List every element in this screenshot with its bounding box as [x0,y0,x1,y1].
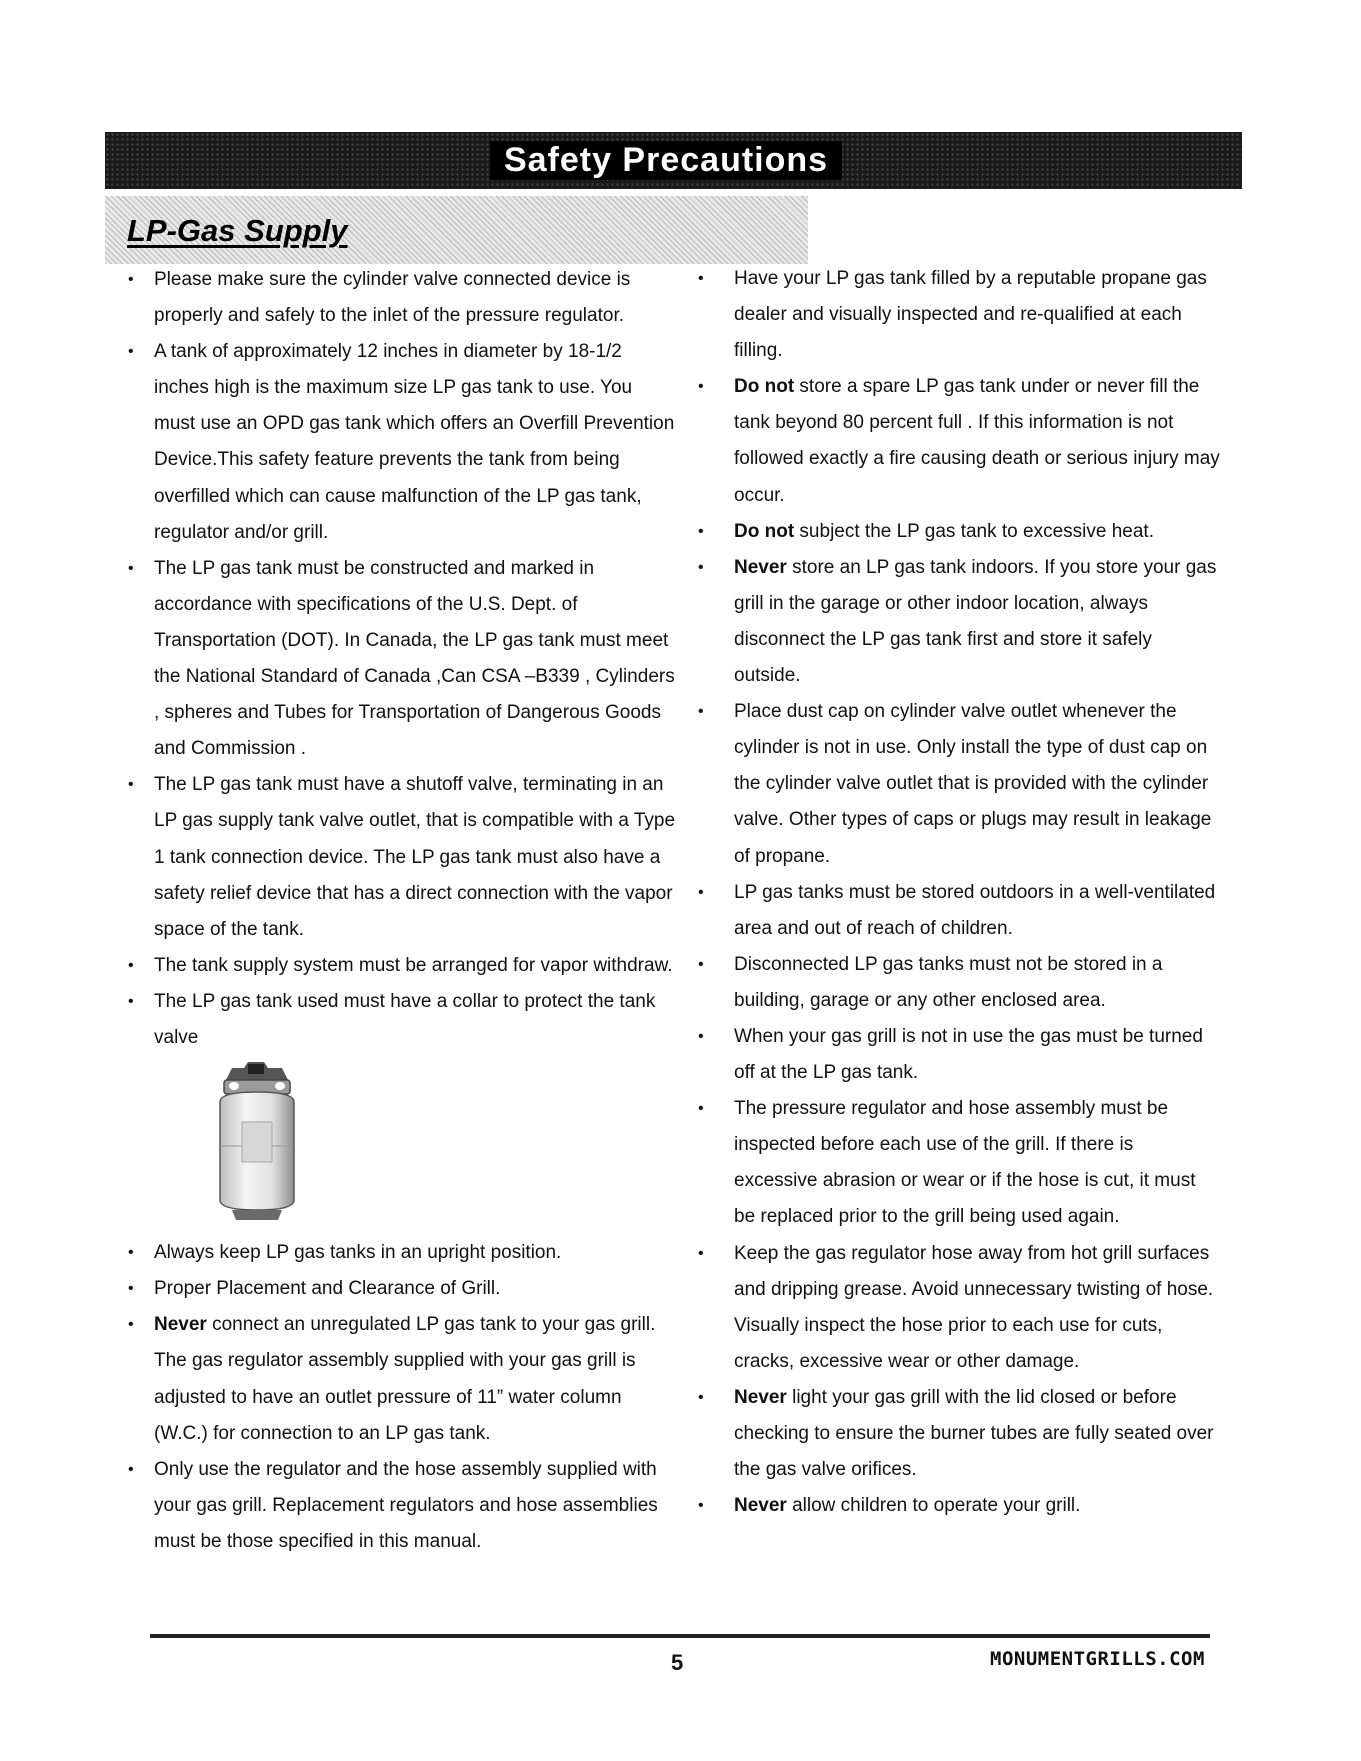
list-item: • Do not subject the LP gas tank to excessive heat. [700,514,1220,550]
right-column-list [700,261,1220,1524]
list-item: • Do not store a spare LP gas tank under or never fill the tank beyond 80 percent full . If this information is not followed exactly a fire causing death or serious injury may occur. [700,369,1220,513]
list-item: • Proper Placement and Clearance of Grill. [126,1271,676,1307]
list-item: • Keep the gas regulator hose away from hot grill surfaces and dripping grease. Avoid unnecessary twisting of hose. Visually inspect the hose prior to each use for cuts, cracks, excessive wear or other damage. [700,1236,1220,1380]
list-item: • Only use the regulator and the hose assembly supplied with your gas grill. Replacement regulators and hose assemblies must be those specified in this manual. [126,1452,676,1560]
list-item: • The LP gas tank must be constructed and marked in accordance with specifications of the U.S. Dept. of Transportation (DOT). In Canada, the LP gas tank must meet the National Standard of Canada ,Can CSA –B339 , Cylinders , spheres and Tubes for Transportation of Dangerous Goods and Commission . [126,551,676,768]
list-item: • The pressure regulator and hose assembly must be inspected before each use of the grill. If there is excessive abrasion or wear or if the hose is cut, it must be replaced prior to the grill being used again. [700,1091,1220,1235]
list-item: • Please make sure the cylinder valve connected device is properly and safely to the inlet of the pressure regulator. [126,262,676,334]
list-item: • Disconnected LP gas tanks must not be stored in a building, garage or any other enclosed area. [700,947,1220,1019]
list-item: • Never light your gas grill with the lid closed or before checking to ensure the burner tubes are fully seated over the gas valve orifices. [700,1380,1220,1488]
list-item [126,984,676,1235]
footer-divider [150,1634,1210,1638]
list-item: • LP gas tanks must be stored outdoors in a well-ventilated area and out of reach of children. [700,875,1220,947]
tank-valve-text: • The LP gas tank used must have a collar to protect the tank valve [154,990,656,1048]
list-item: • When your gas grill is not in use the gas must be turned off at the LP gas tank. [700,1019,1220,1091]
section-title: LP-Gas Supply [127,213,348,248]
list-item: • Never allow children to operate your grill. [700,1488,1220,1524]
website-url: MONUMENTGRILLS.COM [990,1648,1205,1670]
left-column-list [126,262,676,1560]
propane-tank-image [202,1062,676,1235]
list-item: • The tank supply system must be arranged for vapor withdraw. [126,948,676,984]
list-item: • Never connect an unregulated LP gas tank to your gas grill. The gas regulator assembly supplied with your gas grill is adjusted to have an outlet pressure of 11” water column (W.C.) for connection to an LP gas tank. [126,1307,676,1451]
list-item: • Place dust cap on cylinder valve outlet whenever the cylinder is not in use. Only install the type of dust cap on the cylinder valve outlet that is provided with the cylinder valve. Other types of caps or plugs may result in leakage of propane. [700,694,1220,874]
page-title: Safety Precautions [490,141,842,180]
list-item: • Always keep LP gas tanks in an upright position. [126,1235,676,1271]
list-item: • Never store an LP gas tank indoors. If you store your gas grill in the garage or other indoor location, always disconnect the LP gas tank first and store it safely outside. [700,550,1220,694]
title-banner [105,132,1242,189]
list-item: • The LP gas tank must have a shutoff valve, terminating in an LP gas supply tank valve outlet, that is compatible with a Type 1 tank connection device. The LP gas tank must also have a safety relief device that has a direct connection with the vapor space of the tank. [126,767,676,947]
page-number: 5 [671,1650,684,1675]
list-item: • Have your LP gas tank filled by a reputable propane gas dealer and visually inspected and re-qualified at each filling. [700,261,1220,369]
list-item: • A tank of approximately 12 inches in diameter by 18-1/2 inches high is the maximum size LP gas tank to use. You must use an OPD gas tank which offers an Overfill Prevention Device.This safety feature prevents the tank from being overfilled which can cause malfunction of the LP gas tank, regulator and/or grill. [126,334,676,551]
section-header [105,196,808,264]
